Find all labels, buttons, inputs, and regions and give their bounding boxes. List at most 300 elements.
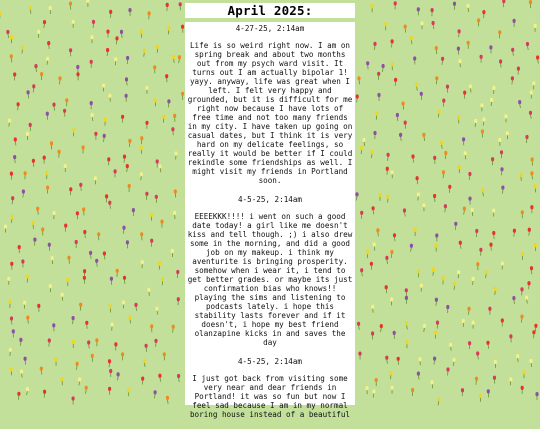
flower-icon	[529, 0, 532, 4]
flower-icon	[390, 297, 393, 301]
flower-icon	[468, 197, 471, 201]
flower-icon	[500, 167, 503, 171]
flower-stem	[86, 389, 87, 394]
flower-icon	[143, 359, 146, 363]
flower-stem	[453, 361, 454, 366]
flower-icon	[378, 193, 381, 197]
flower-stem	[478, 355, 479, 360]
flower-icon	[433, 357, 436, 361]
flower-stem	[491, 101, 492, 106]
flower-stem	[373, 393, 374, 398]
flower-stem	[535, 327, 536, 332]
flower-icon	[43, 390, 46, 394]
flower-icon	[10, 35, 13, 39]
flower-icon	[174, 151, 177, 155]
flower-icon	[502, 0, 505, 3]
flower-icon	[126, 240, 129, 244]
flower-icon	[535, 392, 538, 396]
flower-icon	[376, 228, 379, 232]
flower-icon	[90, 60, 93, 64]
flower-icon	[500, 150, 503, 154]
flower-icon	[375, 378, 378, 382]
flower-icon	[358, 352, 361, 356]
flower-icon	[43, 156, 46, 160]
flower-stem	[495, 290, 496, 295]
flower-icon	[173, 114, 176, 118]
flower-stem	[160, 377, 161, 382]
flower-icon	[410, 36, 413, 40]
flower-stem	[11, 58, 12, 63]
flower-icon	[158, 374, 161, 378]
flower-icon	[145, 192, 148, 196]
flower-icon	[397, 357, 400, 361]
flower-icon	[177, 374, 180, 378]
flower-stem	[23, 193, 24, 198]
flower-icon	[108, 201, 111, 205]
flower-stem	[387, 359, 388, 364]
flower-icon	[31, 221, 34, 225]
journal-entry	[185, 357, 355, 419]
flower-icon	[467, 307, 470, 311]
flower-icon	[405, 296, 408, 300]
flower-icon	[387, 153, 390, 157]
flower-icon	[134, 303, 137, 307]
flower-icon	[454, 222, 457, 226]
flower-stem	[388, 156, 389, 161]
flower-icon	[148, 11, 151, 15]
flower-icon	[166, 396, 169, 400]
flower-icon	[143, 49, 146, 53]
flower-icon	[518, 100, 521, 104]
flower-icon	[444, 204, 447, 208]
flower-icon	[156, 45, 159, 49]
flower-icon	[453, 358, 456, 362]
flower-icon	[82, 207, 85, 211]
flower-icon	[480, 55, 483, 59]
flower-icon	[52, 323, 55, 327]
flower-stem	[510, 381, 511, 386]
flower-icon	[530, 205, 533, 209]
flower-stem	[460, 244, 461, 249]
flower-icon	[33, 238, 36, 242]
flower-stem	[391, 43, 392, 48]
flower-icon	[132, 208, 135, 212]
flower-icon	[172, 325, 175, 329]
flower-icon	[140, 232, 143, 236]
flower-icon	[173, 211, 176, 215]
flower-icon	[72, 340, 75, 344]
flower-stem	[27, 391, 28, 396]
flower-stem	[512, 80, 513, 85]
entry-list	[185, 22, 355, 429]
flower-icon	[172, 55, 175, 59]
flower-stem	[357, 196, 358, 201]
flower-icon	[494, 287, 497, 291]
flower-stem	[155, 394, 156, 399]
flower-icon	[63, 109, 66, 113]
flower-icon	[155, 195, 158, 199]
flower-icon	[385, 256, 388, 260]
flower-icon	[106, 30, 109, 34]
flower-icon	[145, 121, 148, 125]
flower-icon	[179, 2, 182, 6]
flower-icon	[357, 76, 360, 80]
flower-icon	[46, 57, 49, 61]
flower-stem	[424, 327, 425, 332]
flower-stem	[514, 232, 515, 237]
flower-icon	[128, 8, 131, 12]
flower-icon	[122, 226, 125, 230]
flower-icon	[471, 208, 474, 212]
flower-icon	[520, 287, 523, 291]
flower-icon	[32, 84, 35, 88]
flower-icon	[442, 170, 445, 174]
flower-icon	[475, 229, 478, 233]
flower-icon	[41, 227, 44, 231]
flower-stem	[168, 103, 169, 108]
flower-icon	[385, 285, 388, 289]
journal-entry	[185, 24, 355, 185]
flower-icon	[10, 262, 13, 266]
flower-stem	[49, 45, 50, 50]
flower-stem	[160, 168, 161, 173]
flower-stem	[381, 328, 382, 333]
flower-icon	[58, 150, 61, 154]
flower-icon	[489, 45, 492, 49]
flower-icon	[517, 67, 520, 71]
flower-stem	[174, 58, 175, 63]
flower-stem	[433, 25, 434, 30]
flower-stem	[179, 59, 180, 64]
flower-icon	[449, 343, 452, 347]
flower-icon	[523, 370, 526, 374]
flower-icon	[482, 10, 485, 14]
flower-stem	[403, 105, 404, 110]
flower-icon	[166, 3, 169, 7]
flower-stem	[92, 117, 93, 122]
flower-stem	[417, 180, 418, 185]
flower-stem	[123, 229, 124, 234]
flower-icon	[431, 380, 434, 384]
flower-icon	[422, 133, 425, 137]
flower-stem	[44, 24, 45, 29]
flower-icon	[462, 137, 465, 141]
flower-icon	[512, 296, 515, 300]
flower-icon	[48, 338, 51, 342]
flower-icon	[120, 30, 123, 34]
flower-stem	[483, 192, 484, 197]
flower-icon	[404, 121, 407, 125]
flower-icon	[487, 389, 490, 393]
flower-stem	[529, 231, 530, 236]
flower-icon	[114, 342, 117, 346]
flower-stem	[145, 362, 146, 367]
flower-stem	[434, 360, 435, 365]
flower-icon	[530, 90, 533, 94]
flower-stem	[116, 40, 117, 45]
flower-icon	[446, 85, 449, 89]
flower-icon	[11, 196, 14, 200]
flower-icon	[386, 167, 389, 171]
flower-stem	[501, 63, 502, 68]
flower-stem	[469, 176, 470, 181]
flower-stem	[391, 254, 392, 259]
flower-icon	[128, 315, 131, 319]
flower-icon	[78, 377, 81, 381]
flower-icon	[82, 145, 85, 149]
flower-stem	[395, 81, 396, 86]
flower-stem	[124, 158, 125, 163]
flower-icon	[499, 59, 502, 63]
flower-icon	[48, 243, 51, 247]
flower-icon	[47, 41, 50, 45]
flower-icon	[109, 369, 112, 373]
flower-icon	[76, 362, 79, 366]
flower-icon	[13, 72, 16, 76]
flower-stem	[28, 94, 29, 99]
flower-icon	[440, 141, 443, 145]
flower-icon	[405, 321, 408, 325]
flower-icon	[103, 134, 106, 138]
flower-icon	[79, 183, 82, 187]
flower-icon	[360, 268, 363, 272]
flower-stem	[12, 200, 13, 205]
flower-icon	[393, 233, 396, 237]
flower-icon	[468, 341, 471, 345]
flower-icon	[389, 371, 392, 375]
flower-icon	[91, 354, 94, 358]
flower-icon	[526, 42, 529, 46]
flower-icon	[87, 340, 90, 344]
flower-icon	[513, 229, 516, 233]
flower-icon	[181, 92, 184, 96]
flower-stem	[433, 271, 434, 276]
flower-stem	[469, 310, 470, 315]
flower-icon	[18, 245, 21, 249]
flower-icon	[95, 259, 98, 263]
flower-icon	[76, 72, 79, 76]
flower-icon	[123, 155, 126, 159]
flower-icon	[92, 20, 95, 24]
flower-icon	[171, 249, 174, 253]
flower-icon	[461, 388, 464, 392]
flower-icon	[386, 195, 389, 199]
flower-icon	[432, 21, 435, 25]
flower-icon	[128, 184, 131, 188]
flower-stem	[357, 98, 358, 103]
flower-icon	[9, 300, 12, 304]
flower-icon	[489, 243, 492, 247]
flower-icon	[46, 112, 49, 116]
flower-icon	[466, 4, 469, 8]
flower-icon	[36, 207, 39, 211]
flower-icon	[4, 225, 7, 229]
flower-icon	[433, 156, 436, 160]
flower-icon	[366, 61, 369, 65]
flower-icon	[29, 6, 32, 10]
flower-icon	[365, 386, 368, 390]
flower-icon	[485, 270, 488, 274]
flower-icon	[414, 228, 417, 232]
flower-icon	[356, 94, 359, 98]
flower-icon	[159, 164, 162, 168]
flower-stem	[407, 325, 408, 330]
flower-icon	[161, 277, 164, 281]
flower-stem	[488, 344, 489, 349]
flower-icon	[371, 305, 374, 309]
flower-icon	[399, 133, 402, 137]
flower-icon	[22, 189, 25, 193]
flower-icon	[8, 119, 11, 123]
flower-icon	[154, 98, 157, 102]
flower-stem	[18, 395, 19, 400]
flower-icon	[26, 274, 29, 278]
flower-icon	[52, 103, 55, 107]
flower-stem	[483, 121, 484, 126]
flower-stem	[15, 159, 16, 164]
flower-stem	[25, 360, 26, 365]
flower-stem	[468, 7, 469, 12]
flower-icon	[97, 232, 100, 236]
flower-icon	[357, 322, 360, 326]
flower-stem	[371, 154, 372, 159]
flower-stem	[41, 370, 42, 375]
entry-date: 4-5-25, 2:14am	[185, 195, 355, 204]
flower-icon	[375, 112, 378, 116]
flower-icon	[463, 207, 466, 211]
flower-stem	[173, 328, 174, 333]
flower-icon	[94, 132, 97, 136]
flower-icon	[17, 392, 20, 396]
flower-icon	[372, 206, 375, 210]
flower-icon	[373, 42, 376, 46]
flower-stem	[501, 171, 502, 176]
flower-icon	[532, 81, 535, 85]
flower-icon	[442, 99, 445, 103]
flower-icon	[529, 359, 532, 363]
flower-icon	[360, 146, 363, 150]
flower-stem	[141, 140, 142, 145]
flower-stem	[76, 365, 77, 370]
flower-icon	[411, 154, 414, 158]
flower-icon	[105, 194, 108, 198]
flower-icon	[476, 262, 479, 266]
flower-icon	[525, 295, 528, 299]
flower-stem	[373, 210, 374, 215]
flower-icon	[410, 244, 413, 248]
flower-icon	[10, 367, 13, 371]
journal-column[interactable]	[185, 0, 355, 405]
flower-icon	[481, 129, 484, 133]
flower-icon	[121, 352, 124, 356]
flower-stem	[110, 204, 111, 209]
flower-icon	[527, 281, 530, 285]
entry-date: 4-27-25, 2:14am	[185, 24, 355, 33]
flower-icon	[106, 48, 109, 52]
flower-icon	[432, 268, 435, 272]
flower-icon	[534, 184, 537, 188]
flower-icon	[69, 48, 72, 52]
flower-icon	[391, 386, 394, 390]
flower-icon	[521, 252, 524, 256]
flower-stem	[362, 272, 363, 277]
flower-stem	[144, 52, 145, 57]
flower-stem	[70, 191, 71, 196]
flower-icon	[176, 270, 179, 274]
flower-icon	[19, 338, 22, 342]
flower-stem	[454, 285, 455, 290]
flower-icon	[385, 356, 388, 360]
flower-icon	[482, 117, 485, 121]
flower-icon	[516, 354, 519, 358]
flower-stem	[387, 259, 388, 264]
flower-icon	[79, 303, 82, 307]
flower-stem	[520, 104, 521, 109]
flower-stem	[109, 363, 110, 368]
flower-icon	[65, 98, 68, 102]
flower-icon	[534, 243, 537, 247]
flower-icon	[521, 386, 524, 390]
flower-icon	[83, 269, 86, 273]
flower-icon	[116, 269, 119, 273]
flower-stem	[442, 60, 443, 65]
flower-icon	[431, 8, 434, 12]
flower-icon	[504, 114, 507, 118]
flower-icon	[458, 29, 461, 33]
flower-icon	[391, 39, 394, 43]
flower-stem	[15, 141, 16, 146]
flower-icon	[91, 113, 94, 117]
flower-icon	[521, 210, 524, 214]
flower-icon	[50, 141, 53, 145]
flower-icon	[141, 377, 144, 381]
flower-icon	[423, 324, 426, 328]
flower-icon	[123, 276, 126, 280]
flower-stem	[80, 306, 81, 311]
flower-stem	[395, 237, 396, 242]
flower-stem	[12, 320, 13, 325]
flower-icon	[481, 188, 484, 192]
flower-stem	[97, 262, 98, 267]
flower-icon	[153, 65, 156, 69]
flower-icon	[11, 215, 14, 219]
flower-icon	[167, 99, 170, 103]
flower-stem	[488, 393, 489, 398]
flower-stem	[473, 280, 474, 285]
flower-icon	[468, 172, 471, 176]
flower-icon	[403, 208, 406, 212]
flower-stem	[438, 113, 439, 118]
flower-icon	[530, 171, 533, 175]
flower-stem	[472, 211, 473, 216]
flower-icon	[66, 278, 69, 282]
flower-icon	[171, 127, 174, 131]
flower-stem	[28, 319, 29, 324]
flower-stem	[521, 318, 522, 323]
flower-icon	[396, 113, 399, 117]
flower-icon	[174, 189, 177, 193]
flower-icon	[528, 228, 531, 232]
flower-icon	[355, 192, 358, 196]
flower-icon	[492, 86, 495, 90]
flower-stem	[146, 195, 147, 200]
flower-icon	[37, 304, 40, 308]
flower-icon	[150, 239, 153, 243]
flower-icon	[501, 186, 504, 190]
flower-icon	[420, 92, 423, 96]
flower-icon	[532, 330, 535, 334]
flower-icon	[162, 115, 165, 119]
